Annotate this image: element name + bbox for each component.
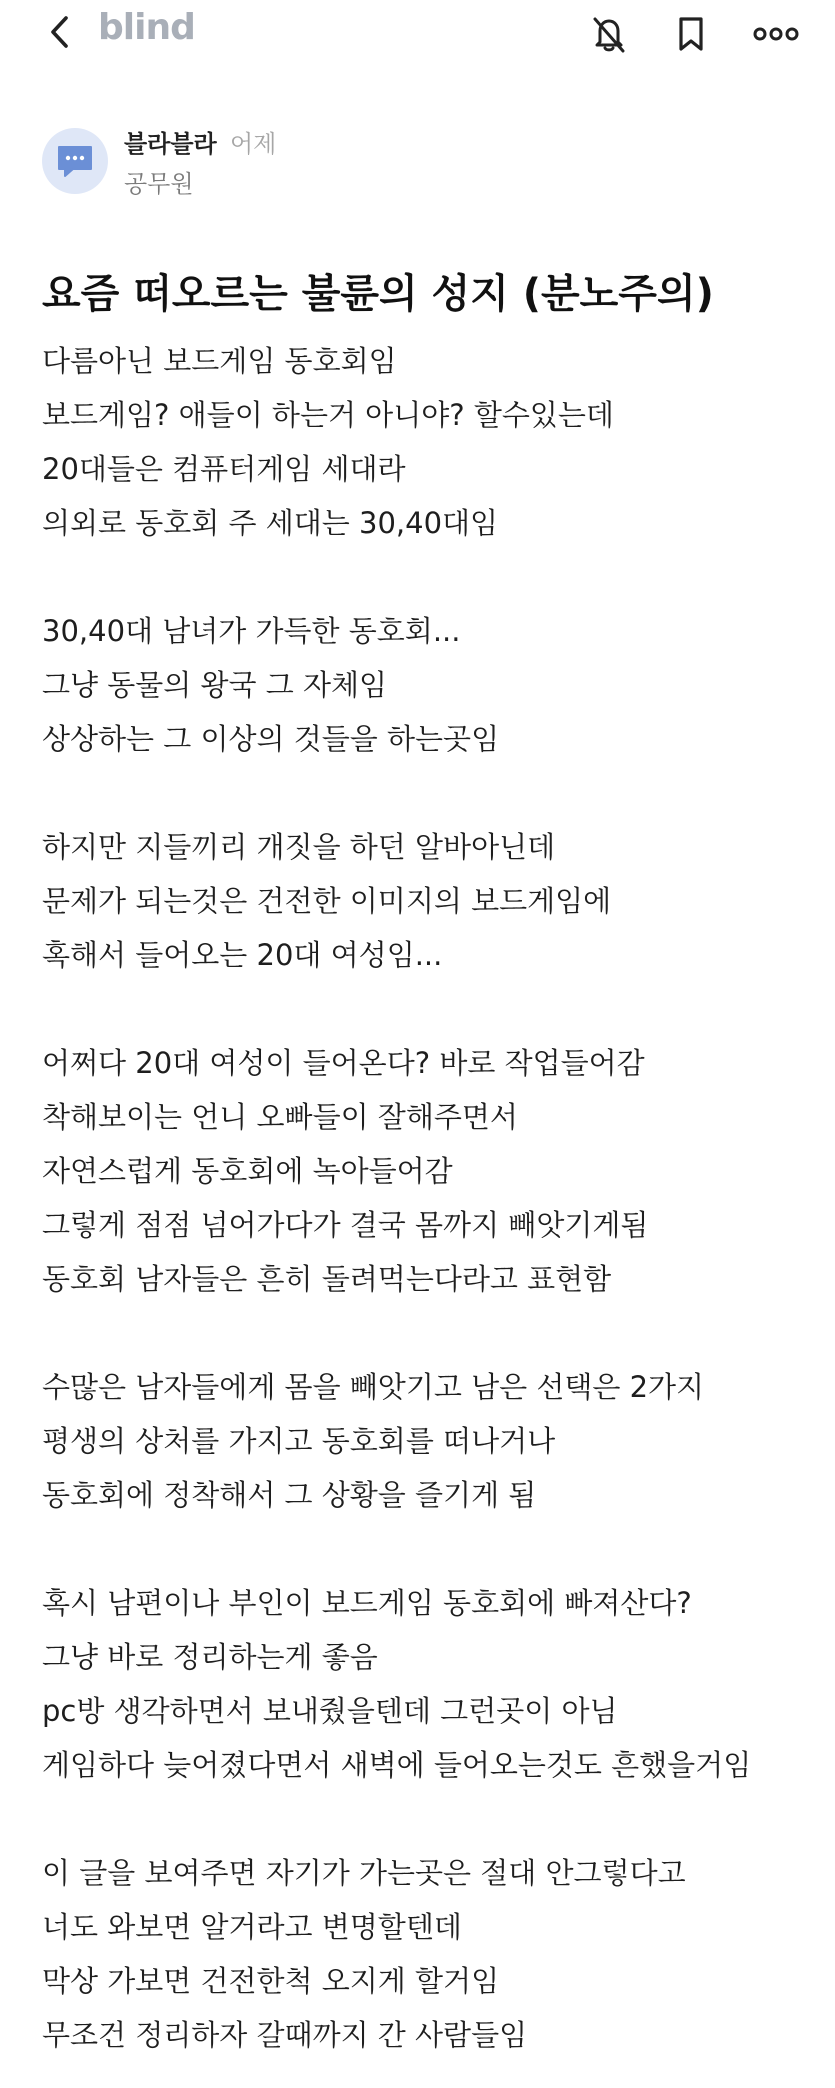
body-line: 평생의 상처를 가지고 동호회를 떠나거나 — [42, 1424, 556, 1458]
paragraph-gap — [42, 766, 812, 820]
body-line: 게임하다 늦어졌다면서 새벽에 들어오는것도 흔했을거임 — [42, 1748, 752, 1782]
post-body — [42, 334, 812, 2062]
body-line: 문제가 되는것은 건전한 이미지의 보드게임에 — [42, 884, 612, 918]
body-line: 보드게임? 애들이 하는거 아니야? 할수있는데 — [42, 398, 614, 432]
body-line: 하지만 지들끼리 개짓을 하던 알바아닌데 — [42, 830, 556, 864]
post-title: 요즘 떠오르는 불륜의 성지 (분노주의) — [42, 271, 714, 317]
author-info — [42, 124, 742, 198]
more-options-button[interactable] — [748, 12, 804, 56]
more-horizontal-icon — [753, 27, 799, 41]
body-line: 상상하는 그 이상의 것들을 하는곳임 — [42, 722, 500, 756]
body-line: 이 글을 보여주면 자기가 가는곳은 절대 안그렇다고 — [42, 1856, 686, 1890]
body-line: 혹해서 들어오는 20대 여성임... — [42, 938, 443, 972]
body-line: 그냥 동물의 왕국 그 자체임 — [42, 668, 388, 702]
avatar[interactable] — [42, 128, 108, 194]
chat-bubble-icon — [55, 143, 95, 179]
body-line: 그렇게 점점 넘어가다가 결국 몸까지 빼앗기게됨 — [42, 1208, 649, 1242]
post-time: 어제 — [230, 130, 277, 158]
author-company[interactable]: 공무원 — [124, 170, 194, 198]
body-line: 그냥 바로 정리하는게 좋음 — [42, 1640, 378, 1674]
body-line: 어쩌다 20대 여성이 들어온다? 바로 작업들어감 — [42, 1046, 645, 1080]
body-line: pc방 생각하면서 보내줬을텐데 그런곳이 아님 — [42, 1694, 618, 1728]
top-bar — [0, 0, 835, 66]
notification-toggle-button[interactable] — [587, 12, 631, 56]
back-button[interactable] — [40, 12, 80, 52]
author-name[interactable]: 블라블라 — [124, 130, 217, 158]
body-line: 너도 와보면 알거라고 변명할텐데 — [42, 1910, 462, 1944]
bell-off-icon — [591, 15, 627, 53]
body-line: 자연스럽게 동호회에 녹아들어감 — [42, 1154, 453, 1188]
bookmark-button[interactable] — [669, 12, 713, 56]
body-line: 혹시 남편이나 부인이 보드게임 동호회에 빠져산다? — [42, 1586, 692, 1620]
body-line: 동호회 남자들은 흔히 돌려먹는다라고 표현함 — [42, 1262, 612, 1296]
bookmark-icon — [677, 16, 705, 52]
body-line: 동호회에 정착해서 그 상황을 즐기게 됨 — [42, 1478, 537, 1512]
body-line: 30,40대 남녀가 가득한 동호회... — [42, 614, 461, 648]
paragraph-gap — [42, 982, 812, 1036]
body-line: 20대들은 컴퓨터게임 세대라 — [42, 452, 406, 486]
paragraph-gap — [42, 550, 812, 604]
paragraph-gap — [42, 1522, 812, 1576]
body-line: 착해보이는 언니 오빠들이 잘해주면서 — [42, 1100, 518, 1134]
app-logo: blind — [98, 7, 195, 48]
back-arrow-icon — [49, 15, 71, 49]
body-line: 무조건 정리하자 갈때까지 간 사람들임 — [42, 2018, 528, 2052]
body-line: 수많은 남자들에게 몸을 빼앗기고 남은 선택은 2가지 — [42, 1370, 705, 1404]
paragraph-gap — [42, 1306, 812, 1360]
body-line: 의외로 동호회 주 세대는 30,40대임 — [42, 506, 499, 540]
body-line: 막상 가보면 건전한척 오지게 할거임 — [42, 1964, 500, 1998]
paragraph-gap — [42, 1792, 812, 1846]
body-line: 다름아닌 보드게임 동호회임 — [42, 344, 397, 378]
